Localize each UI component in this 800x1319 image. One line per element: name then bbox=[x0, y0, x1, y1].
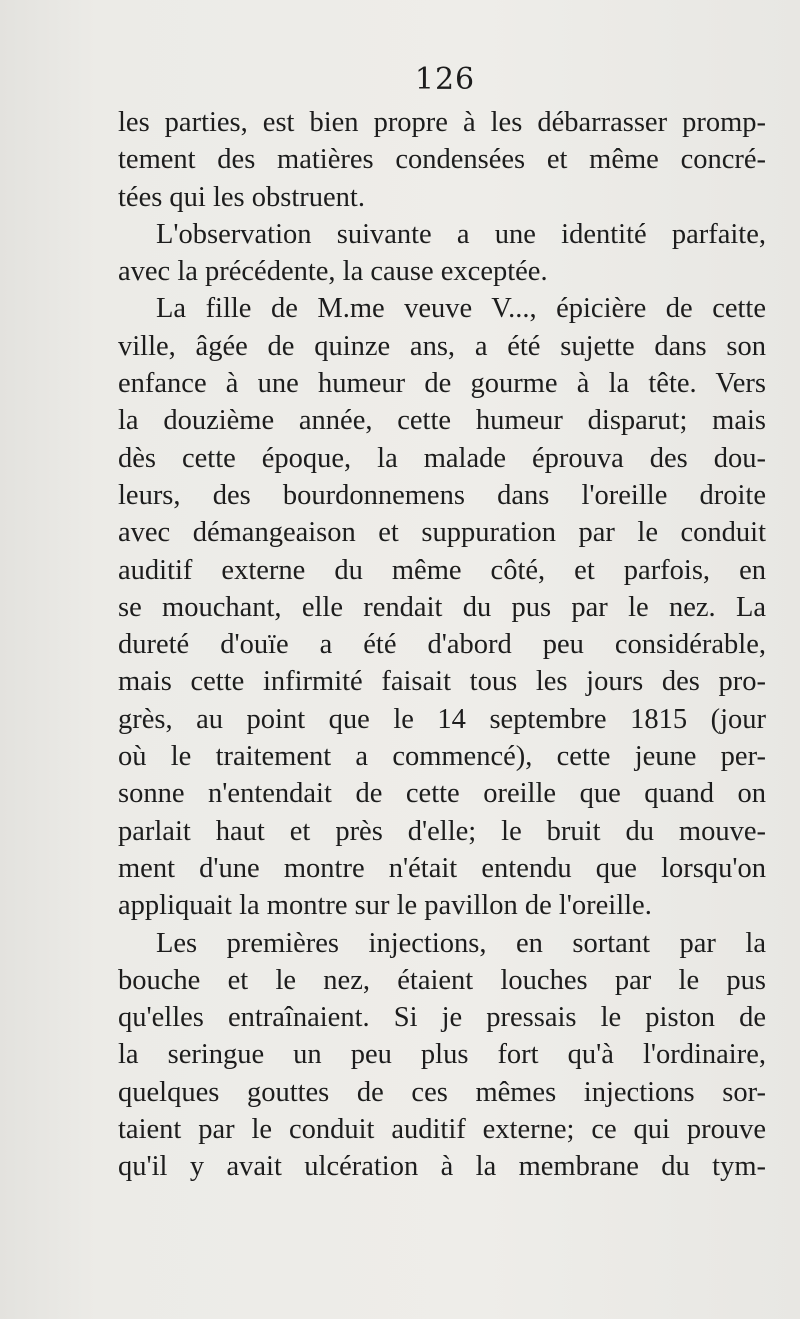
text-line: ville, âgée de quinze ans, a été sujette dans son bbox=[118, 330, 766, 362]
text-line: ment d'une montre n'était entendu que lorsqu'on bbox=[118, 852, 766, 884]
text-line: où le traitement a commencé), cette jeune per- bbox=[118, 741, 766, 773]
text-line: la seringue un peu plus fort qu'à l'ordinaire, bbox=[118, 1039, 766, 1071]
text-line: se mouchant, elle rendait du pus par le nez. La bbox=[118, 591, 766, 623]
text-line: bouche et le nez, étaient louches par le pus bbox=[118, 964, 766, 996]
paragraph bbox=[118, 290, 766, 924]
text-line: quelques gouttes de ces mêmes injections sor- bbox=[118, 1076, 766, 1108]
page-number: 126 bbox=[414, 62, 476, 97]
text-line: dureté d'ouïe a été d'abord peu considérable, bbox=[118, 629, 766, 661]
text-line: mais cette infirmité faisait tous les jours des pro- bbox=[118, 666, 766, 698]
text-line: les parties, est bien propre à les débarrasser promp- bbox=[118, 107, 766, 138]
paragraph bbox=[118, 925, 766, 1186]
text-line: taient par le conduit auditif externe; ce qui prouve bbox=[118, 1114, 766, 1146]
text-line: qu'elles entraînaient. Si je pressais le piston de bbox=[118, 1002, 766, 1034]
text-line: dès cette époque, la malade éprouva des dou- bbox=[118, 442, 766, 474]
paragraph bbox=[118, 104, 766, 216]
text-line: auditif externe du même côté, et parfois, en bbox=[118, 554, 766, 586]
text-line: L'observation suivante a une identité parfaite, bbox=[156, 218, 766, 250]
text-line: avec la précédente, la cause exceptée. bbox=[118, 256, 548, 288]
text-line: leurs, des bourdonnemens dans l'oreille droite bbox=[118, 479, 766, 511]
text-line: avec démangeaison et suppuration par le conduit bbox=[118, 517, 766, 549]
text-line: tées qui les obstruent. bbox=[118, 181, 365, 213]
text-line: sonne n'entendait de cette oreille que quand on bbox=[118, 778, 766, 810]
text-line: parlait haut et près d'elle; le bruit du mouve- bbox=[118, 815, 766, 847]
text-line: tement des matières condensées et même concré- bbox=[118, 144, 766, 176]
body-text bbox=[118, 104, 766, 1186]
paragraph bbox=[118, 216, 766, 291]
text-line: qu'il y avait ulcération à la membrane du tym- bbox=[118, 1151, 766, 1183]
text-line: enfance à une humeur de gourme à la tête. Vers bbox=[118, 368, 766, 400]
text-line: La fille de M.me veuve V..., épicière de cette bbox=[156, 293, 766, 325]
text-line: Les premières injections, en sortant par la bbox=[156, 927, 766, 959]
text-line: appliquait la montre sur le pavillon de l'oreille. bbox=[118, 890, 652, 922]
text-line: grès, au point que le 14 septembre 1815 (jour bbox=[118, 703, 766, 735]
text-line: la douzième année, cette humeur disparut; mais bbox=[118, 405, 766, 437]
